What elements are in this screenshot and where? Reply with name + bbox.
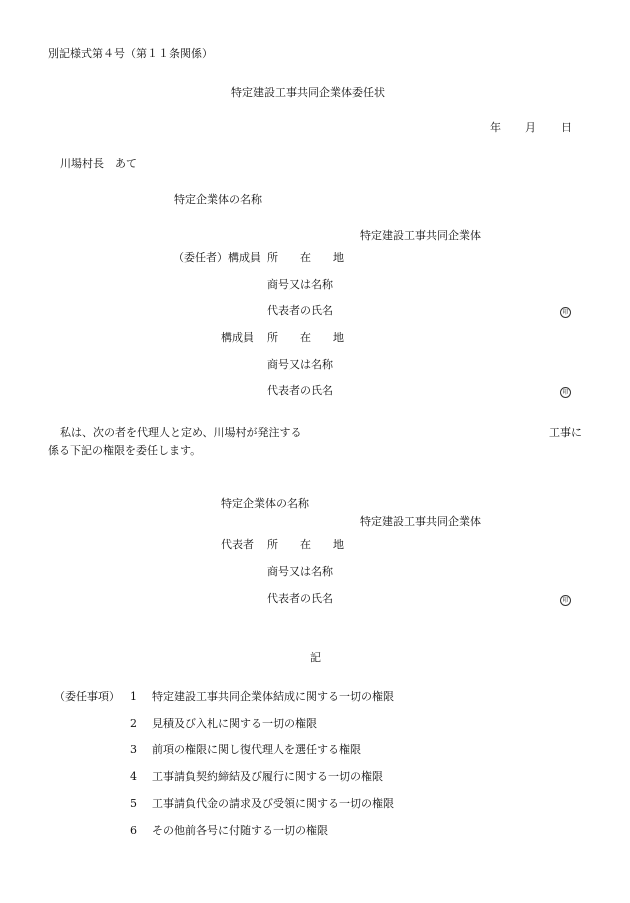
date-month: 月	[525, 121, 536, 134]
member2-label: 構成員	[221, 331, 254, 344]
delegation-item-text: その他前各号に付随する一切の権限	[152, 824, 328, 837]
delegation-item-number: 5	[130, 797, 137, 810]
document-title: 特定建設工事共同企業体委任状	[231, 86, 385, 99]
delegation-item-text: 工事請負代金の請求及び受領に関する一切の権限	[152, 797, 394, 810]
statement-line1: 私は、次の者を代理人と定め、川場村が発注する	[60, 426, 302, 439]
addressee: 川場村長 あて	[60, 157, 137, 170]
principal-entity-name-label: 特定企業体の名称	[174, 193, 262, 206]
delegation-item-text: 特定建設工事共同企業体結成に関する一切の権限	[152, 690, 394, 703]
agent-trade-name-label: 商号又は名称	[267, 565, 333, 578]
member1-trade-name-label: 商号又は名称	[267, 278, 333, 291]
agent-address-label: 所 在 地	[267, 538, 344, 551]
delegation-item-number: 4	[130, 770, 137, 783]
principal-entity-name-suffix: 特定建設工事共同企業体	[360, 229, 481, 242]
delegation-item-text: 前項の権限に関し復代理人を選任する権限	[152, 743, 361, 756]
delegation-item-number: 3	[130, 743, 137, 756]
delegator-label: （委任者）構成員	[173, 251, 261, 264]
delegation-item-text: 工事請負契約締結及び履行に関する一切の権限	[152, 770, 383, 783]
member1-seal-icon: 印	[560, 307, 571, 318]
agent-seal-icon: 印	[560, 595, 571, 606]
member2-address-label: 所 在 地	[267, 331, 344, 344]
member2-trade-name-label: 商号又は名称	[267, 358, 333, 371]
delegation-label: （委任事項）	[54, 690, 120, 703]
delegation-item-text: 見積及び入札に関する一切の権限	[152, 717, 317, 730]
member1-address-label: 所 在 地	[267, 251, 344, 264]
agent-rep-name-label: 代表者の氏名	[267, 592, 333, 605]
form-number: 別記様式第４号（第１１条関係）	[48, 47, 213, 60]
member2-rep-name-label: 代表者の氏名	[267, 384, 333, 397]
agent-entity-name-label: 特定企業体の名称	[221, 497, 309, 510]
date-day: 日	[561, 121, 572, 134]
delegation-item-number: 2	[130, 717, 137, 730]
member1-rep-name-label: 代表者の氏名	[267, 304, 333, 317]
statement-line1-end: 工事に	[549, 426, 582, 439]
agent-rep-label: 代表者	[221, 538, 254, 551]
ki-heading: 記	[310, 651, 321, 664]
member2-seal-icon: 印	[560, 387, 571, 398]
date-year: 年	[490, 121, 501, 134]
statement-line2: 係る下記の権限を委任します。	[48, 444, 202, 457]
delegation-item-number: 1	[130, 690, 137, 703]
agent-entity-name-suffix: 特定建設工事共同企業体	[360, 515, 481, 528]
delegation-item-number: 6	[130, 824, 137, 837]
